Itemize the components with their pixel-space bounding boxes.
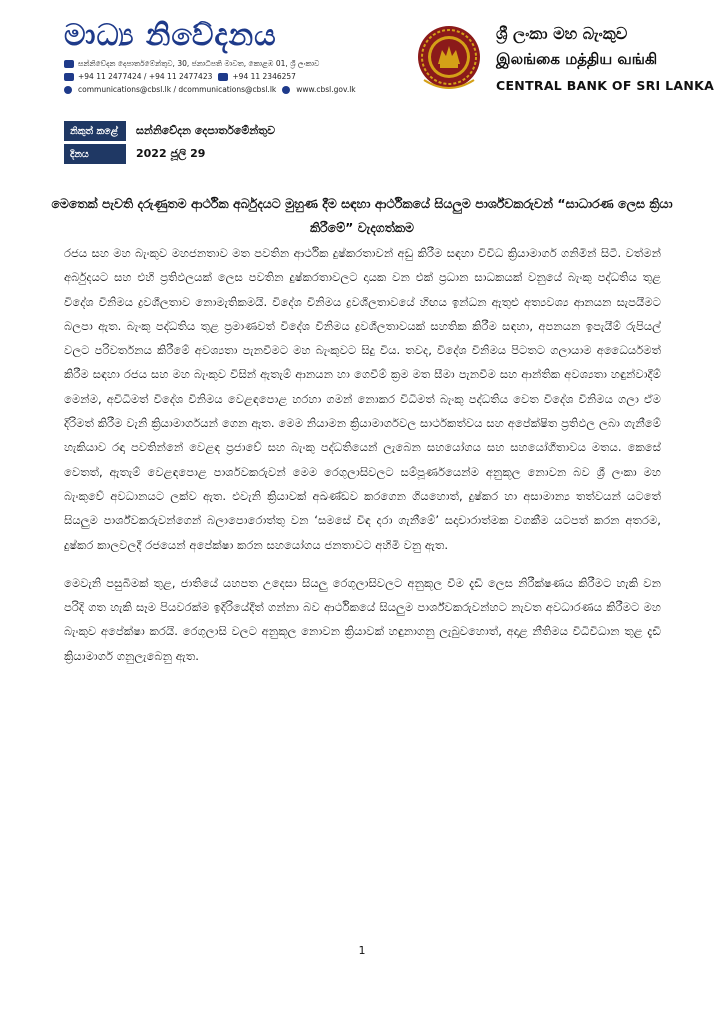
cbsl-emblem-icon <box>416 20 482 94</box>
date-label: දිනය <box>64 144 126 164</box>
phone-icon <box>64 73 74 81</box>
issued-by-row <box>64 121 364 141</box>
bank-name-tamil: இலங்கை மத்திய வங்கி <box>496 50 658 68</box>
page-number: 1 <box>358 944 366 957</box>
contact-block <box>64 58 394 97</box>
date-row <box>64 144 364 164</box>
press-release-headline: මෙතෙක් පැවති දරුණුතම ආර්ථික අර්බුදයට මුහුණ දීම සඳහා ආර්ථිකයේ සියලුම පාර්ශ්වකරුවන් “සාධාරණ ලෙස ක්‍රියා කිරීමේ” වැදගත්කම <box>51 196 673 235</box>
press-release-body <box>64 241 661 682</box>
phone-text: +94 11 2477424 / +94 11 2477423 <box>78 72 213 81</box>
letterhead <box>0 0 724 108</box>
fax-text: +94 11 2346257 <box>232 72 296 81</box>
address-line <box>64 58 394 69</box>
location-icon <box>64 60 74 68</box>
web-icon <box>282 86 290 94</box>
email-line <box>64 84 394 95</box>
email-icon <box>64 86 72 94</box>
email-text[interactable]: communications@cbsl.lk / dcommunications@cbsl.lk <box>78 85 277 94</box>
website-text[interactable]: www.cbsl.gov.lk <box>296 85 356 94</box>
issued-by-value: සන්නිවේදන දෙපාර්තමේන්තුව <box>136 124 276 137</box>
body-paragraph: රජය සහ මහ බැංකුව මහජනතාව මත පවතින ආර්ථික දුෂ්කරතාවන් අඩු කිරීම සඳහා විවිධ ක්‍රියාමාර්ග ගනිමින් සිටී. වත්මන් අර්බුදයට සහ එහි ප්‍රතිඵලයක් ලෙස පවතින දුෂ්කරතාවලට දායක වන එක් ප්‍රධාන සාධකයක් වනුයේ බැංකු පද්ධතිය තුළ විදේශ විනිමය ද්‍රවශීලතාව නොමැතිකමයි. විදේශ විනිමය ද්‍රවශීලතාවයේ හිඟය ඉන්ධන ඇතුළු අත්‍යවශ්‍ය ආනයන සැපයීමට බලපා ඇත. බැංකු පද්ධතිය තුළ ප්‍රමාණවත් විදේශ විනිමය ද්‍රවශීලතාවයක් සහතික කිරීම සඳහා, අපනයන ඉපැයීම් රුපියල් වලට පරිවර්තනය කිරීමේ අවශ්‍යතා පැනවීමට මහ බැංකුවට සිදු විය. තවද, විදේශ විනිමය පිටතට ගලායාම අධෛර්යමත් කිරීම සඳහා රජය සහ මහ බැංකුව විසින් ඇතැම් ආනයන හා ගෙවීම් ක්‍රම මත සීමා පැනවීම සහ ආන්තික අවශ්‍යතා හඳුන්වාදීම් මෙන්ම, අවිධිමත් විදේශ විනිමය වෙළඳපොළ හරහා ගමන් නොකර විධිමත් බැංකු පද්ධතිය වෙත විදේශ විනිමය ගලා ඒම දිරිමත් කිරීම වැනි ක්‍රියාමාර්ගයන් ගෙන ඇත. මෙම නියාමන ක්‍රියාමාර්ගවල සාර්ථකත්වය සහ අපේක්ෂිත ප්‍රතිඵල ලබා ගැනීමේ හැකියාව රඳා පවතින්නේ වෙළඳ ප්‍රජාවේ සහ බැංකු පද්ධතියෙන් ලැබෙන සහයෝගය සහ සහයෝගීතාවය මතය. කෙසේ වෙතත්, ඇතැම් වෙළඳපොළ පාර්ශවකරුවන් මෙම රෙගුලාසිවලට සම්පූර්ණයෙන්ම අනුකූල නොවන බව ශ්‍රී ලංකා මහ බැංකුවේ අවධානයට ලක්ව ඇත. එවැනි ක්‍රියාවක් අඛණ්ඩව කරගෙන ගියහොත්, දුෂ්කර හා අසාමාන්‍ය තත්වයන් යටතේ සියලුම පාර්ශ්වකරුවන්ගෙන් බලාපොරොත්තු වන ‘සමසේ විඳ දරා ගැනීමේ’ සදාචාරාත්මක වගකීම යටපත් කරන අතරම, දුෂ්කර කාලවලදී රජයෙන් අපේක්ෂා කරන සහයෝගය ජනතාවට අහිමි වනු ඇත. <box>64 246 661 552</box>
issue-meta-table <box>64 121 364 167</box>
body-paragraph: මෙවැනි පසුබිමක් තුළ, ජාතියේ යහපත උදෙසා සියලු රෙගුලාසිවලට අනුකූල වීම දැඩි ලෙස නිරීක්ෂණය කිරීමට හැකි වන පරිදි ගත හැකි සෑම පියවරක්ම ඉදිරියේදීත් ගන්නා බව ආර්ථිකයේ සියලුම පාර්ශ්වකරුවන්හට නැවත අවධාරණය කිරීමට මහ බැංකුව අපේක්ෂා කරයි. රෙගුලාසි වලට අනුකූල නොවන ක්‍රියාවක් හඳුනාගනු ලැබුවහොත්, අදාළ නීතිමය විධිවිධාන තුළ දැඩි ක්‍රියාමාර්ග ගනුලැබෙනු ඇත. <box>64 575 661 663</box>
bank-name-sinhala: ශ්‍රී ලංකා මහ බැංකුව <box>496 24 628 43</box>
address-text: සන්නිවේදන දෙපාර්තමේන්තුව, 30, ජනාධිපති මාවත, කොළඹ 01, ශ්‍රී ලංකාව <box>78 58 320 68</box>
letterhead-title: මාධ්‍ය නිවේදනය <box>64 18 277 53</box>
bank-name-english: CENTRAL BANK OF SRI LANKA <box>496 78 715 93</box>
phone-line <box>64 71 394 82</box>
fax-icon <box>218 73 228 81</box>
date-value: 2022 ජූලි 29 <box>136 147 206 160</box>
issued-by-label: නිකුත් කළේ <box>64 121 126 141</box>
